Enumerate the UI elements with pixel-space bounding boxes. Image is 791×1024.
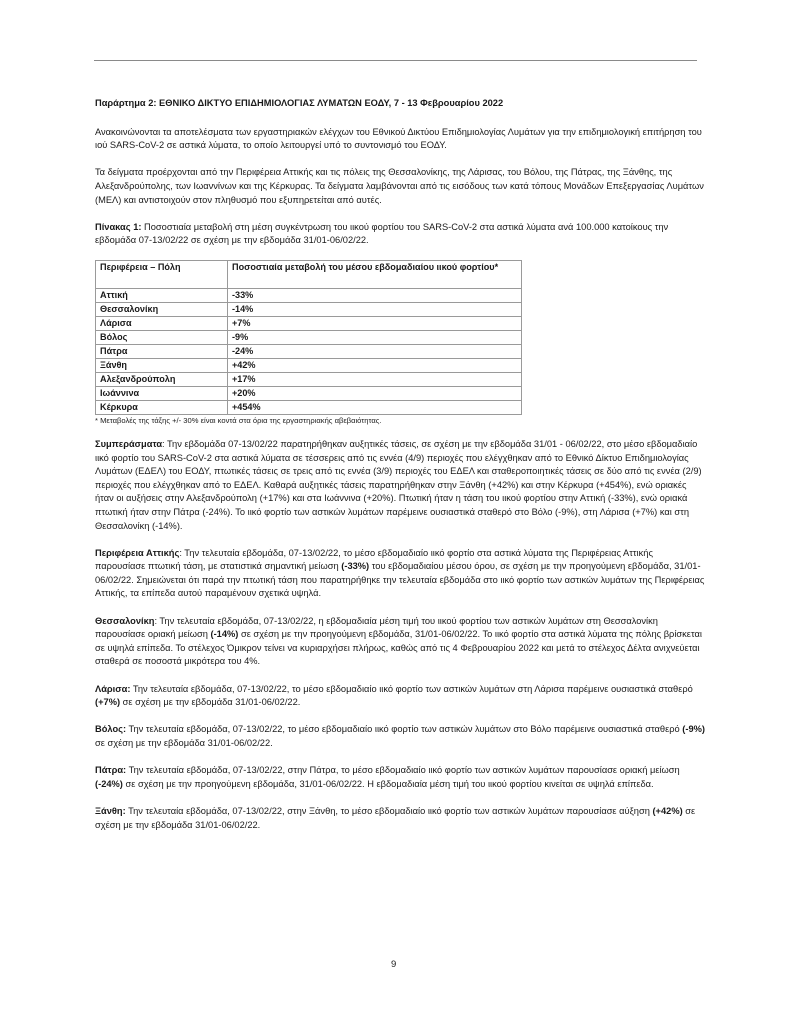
- table-header-row: [96, 260, 522, 288]
- section-label: Βόλος:: [95, 724, 127, 735]
- section-paragraph: [95, 438, 705, 533]
- section-paragraph: [95, 547, 705, 601]
- section-text: του εβδομαδιαίου μέσου όρου, σε σχέση με την προηγούμενη εβδομάδα, 31/01-06/02/22. Σημειώνεται ότι παρά την πτωτική τάση που παρατηρήθηκε την τελευταία εβδομάδα στο ιικό φορτίο των αστικών λυμάτων της Περιφέρειας Αττικής, τα επίπεδα αυτού παραμένουν σχετικά υψηλά.: [95, 561, 705, 599]
- table-footnote: * Μεταβολές της τάξης +/- 30% είναι κοντά στα όρια της εργαστηριακής αβεβαιότητας.: [95, 415, 382, 425]
- table-row: [96, 400, 522, 414]
- table-row: [96, 386, 522, 400]
- region-cell: Ξάνθη: [96, 358, 228, 372]
- highlighted-value: (+42%): [652, 805, 683, 816]
- region-cell: Θεσσαλονίκη: [96, 302, 228, 316]
- column-header-region: Περιφέρεια – Πόλη: [96, 260, 228, 288]
- section-paragraph: [95, 764, 705, 791]
- percent-change-table: [95, 260, 522, 415]
- section-label: Ξάνθη:: [95, 805, 126, 816]
- page-content: [95, 97, 705, 846]
- change-cell: +7%: [228, 316, 522, 330]
- section-text: σε σχέση με την προηγούμενη εβδομάδα, 31/01-06/02/22. Το ιικό φορτίο στα αστικά λύματα της πόλης βρίσκεται σε υψηλά επίπεδα. Το στέλεχος Όμικρον τείνει να κυριαρχήσει πλήρως, καθώς από τις 4 Φεβρουαρίου 2022 και μετά το στέλεχος Δέλτα ανιχνεύεται σταθερά σε ποσοστά μικρότερα του 4%.: [95, 629, 702, 667]
- table-caption-label: Πίνακας 1:: [95, 221, 142, 232]
- section-paragraph: [95, 683, 705, 710]
- column-header-change: Ποσοστιαία μεταβολή του μέσου εβδομαδιαίου ιικού φορτίου*: [228, 260, 522, 288]
- table-row: [96, 344, 522, 358]
- section-text: : Την τελευταία εβδομάδα, 07-13/02/22, η εβδομαδιαία μέση τιμή του ιικού φορτίου των αστικών λυμάτων στη Θεσσαλονίκη παρουσίασε οριακή μείωση: [95, 615, 658, 640]
- change-cell: +17%: [228, 372, 522, 386]
- section-label: Λάρισα:: [95, 683, 131, 694]
- section-text: Την τελευταία εβδομάδα, 07-13/02/22, το μέσο εβδομαδιαίο ιικό φορτίο των αστικών λυμάτων στο Βόλο παρέμεινε ουσιαστικά σταθερό: [126, 724, 683, 735]
- section-paragraph: [95, 615, 705, 669]
- section-paragraph: [95, 723, 705, 750]
- highlighted-value: (-9%): [682, 724, 705, 735]
- intro-paragraph: Ανακοινώνονται τα αποτελέσματα των εργαστηριακών ελέγχων του Εθνικού Δικτύου Επιδημιολογίας Λυμάτων για την επιδημιολογική επιτήρηση του ιού SARS-CoV-2 σε αστικά λύματα, το οποίο λειτουργεί υπό το συντονισμό του ΕΟΔΥ.: [95, 126, 702, 151]
- section-text: : Την τελευταία εβδομάδα, 07-13/02/22, το μέσο εβδομαδιαίο ιικό φορτίο στα αστικά λύματα της Περιφέρειας Αττικής παρουσίασε πτωτική τάση, με στατιστικά σημαντική μείωση: [95, 547, 653, 572]
- change-cell: -33%: [228, 288, 522, 302]
- region-cell: Αλεξανδρούπολη: [96, 372, 228, 386]
- section-text: : Την εβδομάδα 07-13/02/22 παρατηρήθηκαν αυξητικές τάσεις, σε σχέση με την εβδομάδα 31/01 - 06/02/22, στο μέσο εβδομαδιαίο ιικό φορτίο του SARS-CoV-2 στα αστικά λύματα σε τέσσερεις από τις εννέα (4/9) περιοχές που ελέγχθηκαν από το Εθνικό Δίκτυο Επιδημιολογίας Λυμάτων (ΕΔΕΛ) του ΕΟΔΥ, πτωτικές τάσεις σε τρεις από τις εννέα (3/9) περιοχές του ΕΔΕΛ και σταθεροποιητικές τάσεις σε δύο από τις εννέα (2/9) περιοχές που ελέγχθηκαν από το ΕΔΕΛ. Καθαρά αυξητικές τάσεις παρατηρήθηκαν στην Ξάνθη (+42%) και στην Κέρκυρα (+454%), ενώ οριακές ήταν οι αυξήσεις στην Αλεξανδρούπολη (+17%) και στα Ιωάννινα (+20%). Πτωτική ήταν η τάση του ιικού φορτίου στην Αττική (-33%), ενώ οριακά πτωτική ήταν στην Πάτρα (-24%). Το ιικό φορτίο των αστικών λυμάτων παρέμεινε ουσιαστικά σταθερό στο Βόλο (-9%), στη Λάρισα (+7%) και στη Θεσσαλονίκη (-14%).: [95, 438, 702, 531]
- section-label: Θεσσαλονίκη: [95, 615, 155, 626]
- table-row: [96, 288, 522, 302]
- section-text: Την τελευταία εβδομάδα, 07-13/02/22, στην Ξάνθη, το μέσο εβδομαδιαίο ιικό φορτίο των αστικών λυμάτων παρουσίασε αύξηση: [125, 805, 653, 816]
- region-cell: Αττική: [96, 288, 228, 302]
- section-label: Περιφέρεια Αττικής: [95, 547, 180, 558]
- section-text: σε σχέση με την εβδομάδα 31/01-06/02/22.: [95, 805, 696, 830]
- section-paragraph: [95, 805, 705, 832]
- section-text: Την τελευταία εβδομάδα, 07-13/02/22, το μέσο εβδομαδιαίο ιικό φορτίο των αστικών λυμάτων στη Λάρισα παρέμεινε ουσιαστικά σταθερό: [130, 683, 693, 694]
- table-row: [96, 302, 522, 316]
- section-text: σε σχέση με την προηγούμενη εβδομάδα, 31/01-06/02/22. Η εβδομαδιαία μέση τιμή του ιικού φορτίου κινείται σε υψηλά επίπεδα.: [122, 778, 654, 789]
- region-cell: Κέρκυρα: [96, 400, 228, 414]
- change-cell: -9%: [228, 330, 522, 344]
- highlighted-value: (-14%): [210, 629, 239, 640]
- section-text: Την τελευταία εβδομάδα, 07-13/02/22, στην Πάτρα, το μέσο εβδομαδιαίο ιικό φορτίο των αστικών λυμάτων παρουσίασε οριακή μείωση: [126, 765, 680, 776]
- intro-paragraph: Τα δείγματα προέρχονται από την Περιφέρεια Αττικής και τις πόλεις της Θεσσαλονίκης, της Λάρισας, του Βόλου, της Πάτρας, της Ξάνθης, της Αλεξανδρούπολης, των Ιωαννίνων και της Κέρκυρας. Τα δείγματα λαμβάνονται από τις εισόδους των κατά τόπους Μονάδων Επεξεργασίας Λυμάτων (ΜΕΛ) και αντιστοιχούν στον πληθυσμό που εξυπηρετείται από αυτές.: [95, 167, 704, 205]
- change-cell: -24%: [228, 344, 522, 358]
- table-row: [96, 372, 522, 386]
- appendix-title: Παράρτημα 2: ΕΘΝΙΚΟ ΔΙΚΤΥΟ ΕΠΙΔΗΜΙΟΛΟΓΙΑΣ ΛΥΜΑΤΩΝ ΕΟΔΥ, 7 - 13 Φεβρουαρίου 2022: [95, 98, 504, 108]
- change-cell: +42%: [228, 358, 522, 372]
- page-number: 9: [391, 959, 397, 970]
- region-cell: Ιωάννινα: [96, 386, 228, 400]
- section-text: σε σχέση με την εβδομάδα 31/01-06/02/22.: [120, 697, 301, 708]
- table-row: [96, 358, 522, 372]
- header-rule: [94, 60, 697, 61]
- change-cell: -14%: [228, 302, 522, 316]
- table-row: [96, 316, 522, 330]
- table-caption-text: Ποσοστιαία μεταβολή στη μέση συγκέντρωση του ιικού φορτίου του SARS-CoV-2 στα αστικά λύματα ανά 100.000 κατοίκους την εβδομάδα 07-13/02/22 σε σχέση με την εβδομάδα 31/01-06/02/22.: [95, 221, 669, 246]
- highlighted-value: (-33%): [341, 561, 370, 572]
- change-cell: +20%: [228, 386, 522, 400]
- region-cell: Λάρισα: [96, 316, 228, 330]
- table-row: [96, 330, 522, 344]
- highlighted-value: (+7%): [95, 697, 121, 708]
- section-text: σε σχέση με την εβδομάδα 31/01-06/02/22.: [95, 738, 273, 748]
- change-cell: +454%: [228, 400, 522, 414]
- region-cell: Πάτρα: [96, 344, 228, 358]
- section-label: Πάτρα:: [95, 765, 127, 776]
- table-caption: [95, 221, 705, 248]
- highlighted-value: (-24%): [95, 778, 123, 789]
- section-label: Συμπεράσματα: [95, 438, 163, 449]
- region-cell: Βόλος: [96, 330, 228, 344]
